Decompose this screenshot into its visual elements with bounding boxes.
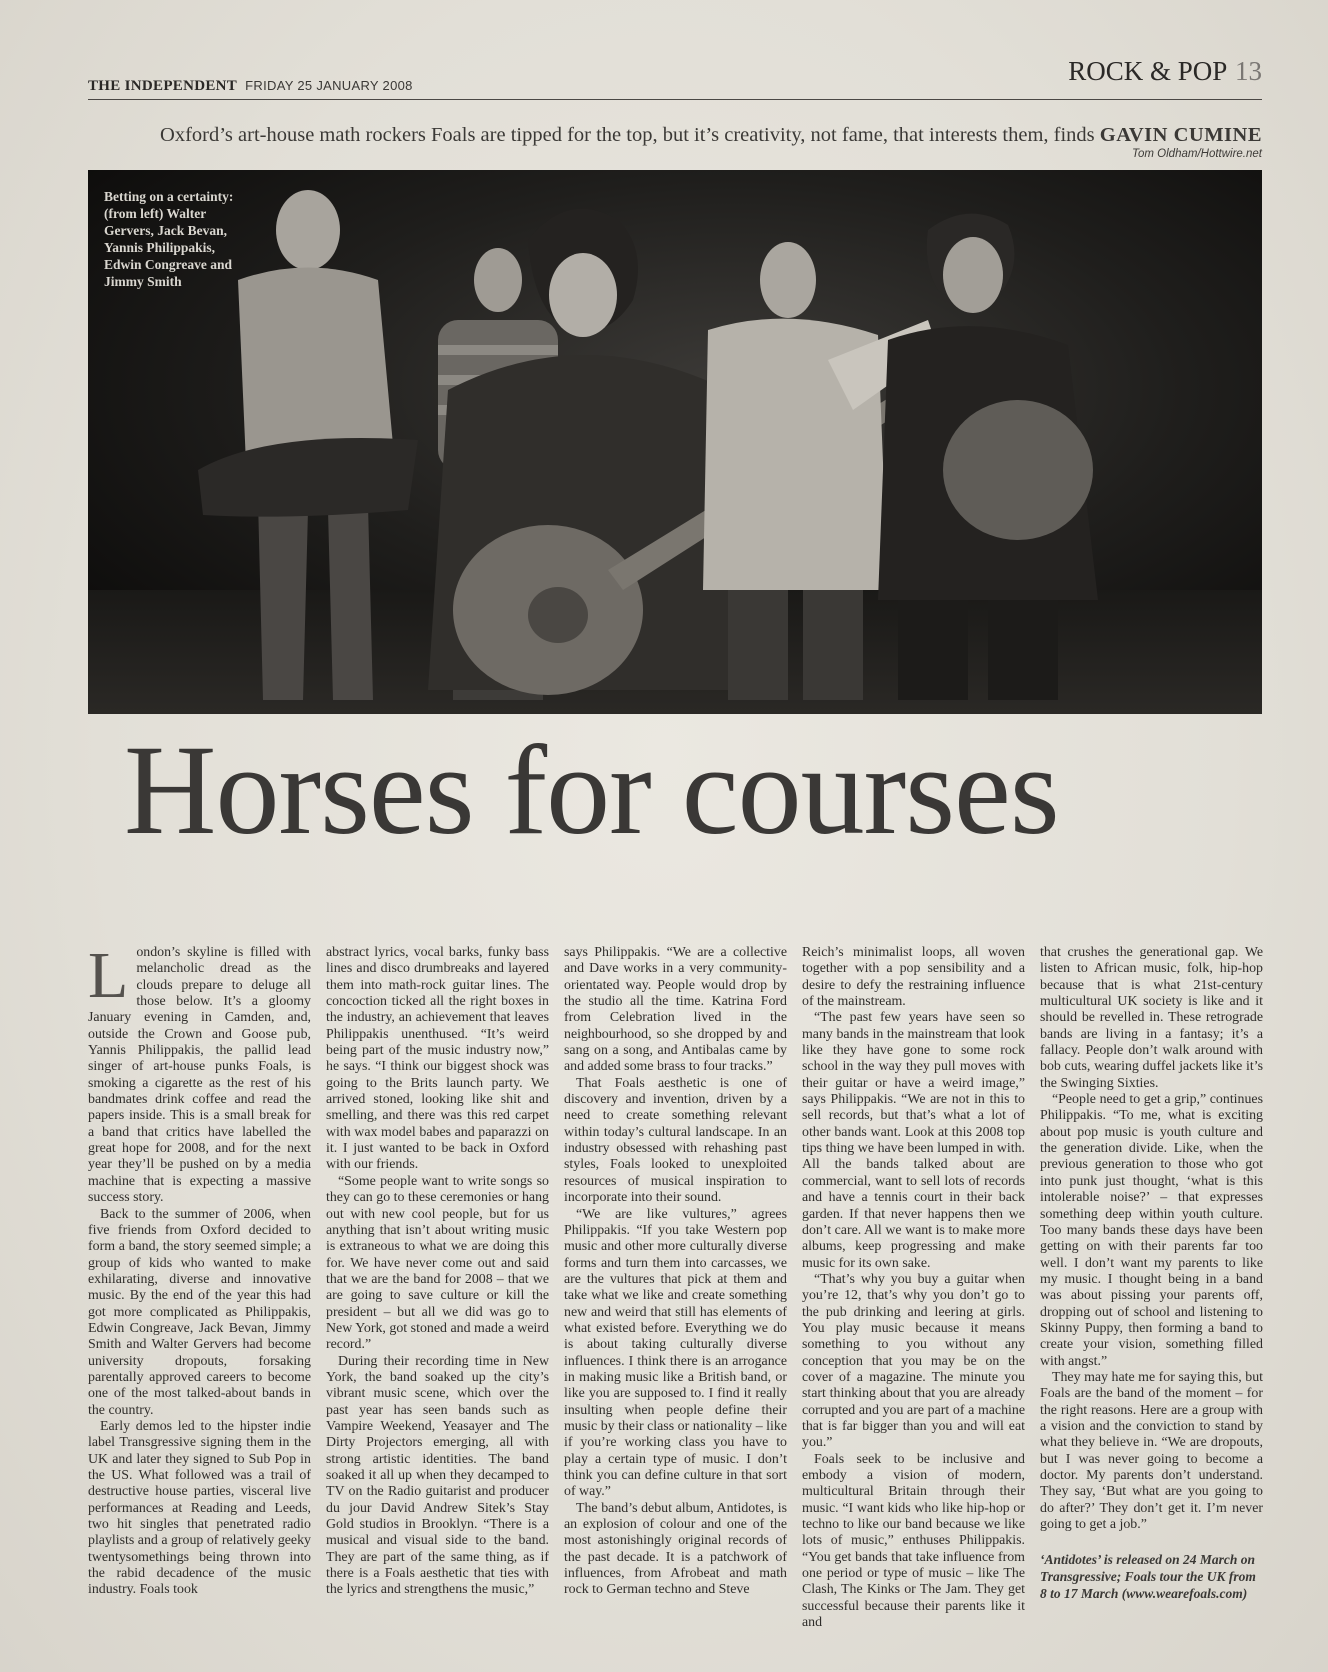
photo-credit: Tom Oldham/Hottwire.net bbox=[1132, 148, 1262, 160]
headline: Horses for courses bbox=[124, 719, 1059, 861]
article-paragraph: They may hate me for saying this, but Foals are the band of the moment – for the right reasons. Here are a group with a vision and the conviction to stand by what they believe in. “We are dropouts, but I was never going to become a doctor. My parents don’t understand. They say, ‘But what are you going to do after?’ They don’t get it. I’m never going to get a job.” bbox=[1040, 1369, 1263, 1533]
article-paragraph: Reich’s minimalist loops, all woven together with a pop sensibility and a desire to defy the restraining influence of the mainstream. bbox=[802, 945, 1025, 1010]
photo-caption: Betting on a certainty: (from left) Walter Gervers, Jack Bevan, Yannis Philippakis, Edwin Congreave and Jimmy Smith bbox=[104, 189, 234, 289]
release-footnote: ‘Antidotes’ is released on 24 March on Transgressive; Foals tour the UK from 8 to 17 March (www.wearefoals.com) bbox=[1040, 1552, 1256, 1602]
article-paragraph: abstract lyrics, vocal barks, funky bass lines and disco drumbreaks and layered them into math-rock guitar lines. The concoction ticked all the right boxes in the industry, an achievement that leaves Philippakis unenthused. “It’s weird being part of the music industry now,” he says. “I think our biggest shock was going to the Brits launch party. We arrived stoned, looking like shit and smelling, and there was this red carpet with wax model babes and paparazzi on it. I just wanted to be back in Oxford with our friends. bbox=[326, 945, 549, 1173]
section-name: ROCK & POP bbox=[1068, 56, 1227, 86]
paper-name: THE INDEPENDENT bbox=[88, 78, 238, 94]
article-paragraph: The band’s debut album, Antidotes, is an explosion of colour and one of the most astonishingly original records of the past decade. It is a patchwork of influences, from Afrobeat and math rock to German techno and Steve bbox=[564, 1500, 787, 1598]
article-column-5 bbox=[1040, 945, 1263, 1635]
article-column-4 bbox=[802, 945, 1025, 1635]
article-paragraph: “We are like vultures,” agrees Philippakis. “If you take Western pop music and other more culturally diverse forms and turn them into carcasses, we are the vultures that pick at them and take what we like and create something new and weird that still has elements of what existed before. Everything we do is about taking culturally diverse influences. I think there is an arrogance in making music like a British band, or like you are supposed to. I find it really insulting when people define their music by their class or nationality – like if you’re working class you have to play a certain type of music. I don’t think you can define culture in that sort of way.” bbox=[564, 1206, 787, 1500]
article-column-3 bbox=[564, 945, 787, 1635]
article-paragraph: that crushes the generational gap. We listen to African music, folk, hip-hop because that is what 21st-century multicultural UK society is like and it should be revelled in. These retrograde bands are living in a fantasy; it’s a fallacy. People don’t walk around with bob cuts, wearing duffel jackets like it’s the Swinging Sixties. bbox=[1040, 945, 1263, 1091]
article-paragraph: says Philippakis. “We are a collective and Dave works in a very community-orientated way. People would drop by the studio all the time. Katrina Ford from Celebration lived in the neighbourhood, so she dropped by and sang on a song, and Antibalas came by and added some brass to four tracks.” bbox=[564, 945, 787, 1075]
article-paragraph: Foals seek to be inclusive and embody a vision of modern, multicultural Britain through their music. “I want kids who like hip-hop or techno to like our band because we like lots of music,” enthuses Philippakis. “You get bands that take influence from one period or type of music – like The Clash, The Kinks or The Jam. They get successful because their parents like it and bbox=[802, 1451, 1025, 1631]
article-paragraph: During their recording time in New York, the band soaked up the city’s vibrant music scene, which over the past year has seen bands such as Vampire Weekend, Yeasayer and The Dirty Projectors emerging, all with strong artistic identities. The band soaked it all up when they decamped to TV on the Radio guitarist and producer du jour David Andrew Sitek’s Stay Gold studios in Brooklyn. “There is a musical and visual side to the band. They are part of the same thing, as if there is a Foals aesthetic that ties with the lyrics and strengthens the music,” bbox=[326, 1353, 549, 1598]
article-paragraph: “The past few years have seen so many bands in the mainstream that look like they have gone to some rock school in the way they pull moves with their guitar or have a weird image,” says Philippakis. “We are not in this to sell records, but that’s what a lot of other bands want. Look at this 2008 top tips thing we have been lumped in with. All the bands talked about are commercial, want to sell lots of records and have a tennis court in their back garden. If that never happens then we don’t care. All we want is to make more albums, keep progressing and make music for its own sake. bbox=[802, 1010, 1025, 1271]
band-photo bbox=[88, 170, 1262, 714]
article-paragraph: That Foals aesthetic is one of discovery and invention, driven by a need to create something relevant within today’s cultural landscape. In an industry obsessed with rehashing past styles, Foals looked to unexploited resources of musical inspiration to incorporate into their sound. bbox=[564, 1075, 787, 1206]
page-number: 13 bbox=[1235, 56, 1262, 86]
article-column-2 bbox=[326, 945, 549, 1635]
article-column-1 bbox=[88, 945, 311, 1635]
article-paragraph: “That’s why you buy a guitar when you’re 12, that’s why you don’t go to the pub drinking and leering at girls. You play music because it means something to you without any conception that you may be on the cover of a magazine. The minute you start thinking about that you are already corrupted and you are part of a machine that is far bigger than you and will eat you.” bbox=[802, 1271, 1025, 1451]
drop-cap: L bbox=[88, 945, 129, 1012]
article-paragraph: “People need to get a grip,” continues Philippakis. “To me, what is exciting about pop music is youth culture and the generation divide. Like, when the previous generation to those who got into punk just thought, ‘what is this intolerable noise?’ – that expresses something deep within youth culture. Too many bands these days have been getting on with their parents far too well. I don’t want my parents to like my music. I thought being in a band was about pissing your parents off, dropping out of school and listening to Skinny Puppy, then forming a band to create your vision, something filled with angst.” bbox=[1040, 1092, 1263, 1369]
article-paragraph: London’s skyline is filled with melancholic dread as the clouds prepare to deluge all those below. It’s a gloomy January evening in Camden, and, outside the Crown and Goose pub, Yannis Philippakis, the pallid lead singer of art-house punks Foals, is smoking a cigarette as the rest of his bandmates drink coffee and read the papers inside. This is a small break for a band that critics have labelled the great hope for 2008, and for the next year they’ll be pushed on by a media machine that is expecting a massive success story. bbox=[88, 945, 311, 1206]
article-paragraph: Early demos led to the hipster indie label Transgressive signing them in the UK and later they signed to Sub Pop in the US. What followed was a trail of destructive house parties, visceral live performances at Reading and Leeds, two hit singles that penetrated radio playlists and a group of relatively geeky twentysomethings being thrown into the rabid decadence of the music industry. Foals took bbox=[88, 1418, 311, 1598]
section-heading bbox=[1068, 56, 1262, 87]
masthead-left bbox=[88, 78, 413, 95]
article-paragraph: Back to the summer of 2006, when five friends from Oxford decided to form a band, the story seemed simple; a group of kids who wanted to make exhilarating, diverse and innovative music. By the end of the year this had got more complicated as Philippakis, Edwin Congreave, Jack Bevan, Jimmy Smith and Walter Gervers had become university dropouts, forsaking parentally approved careers to become one of the most talked-about bands in the country. bbox=[88, 1206, 311, 1418]
standfirst bbox=[88, 124, 1262, 147]
standfirst-text: Oxford’s art-house math rockers Foals are tipped for the top, but it’s creativity, not fame, that interests them, finds bbox=[160, 124, 1100, 146]
issue-date: FRIDAY 25 JANUARY 2008 bbox=[245, 78, 413, 93]
byline: GAVIN CUMINE bbox=[1099, 124, 1262, 146]
article-body bbox=[88, 945, 1266, 1635]
article-paragraph: “Some people want to write songs so they can go to these ceremonies or hang out with new cool people, but for us anything that isn’t about writing music is extraneous to what we are doing this for. We have never come out and said that we are the band for 2008 – that we are going to save culture or kill the president – but all we did was go to New York, got stoned and made a weird record.” bbox=[326, 1173, 549, 1353]
masthead bbox=[88, 56, 1262, 100]
